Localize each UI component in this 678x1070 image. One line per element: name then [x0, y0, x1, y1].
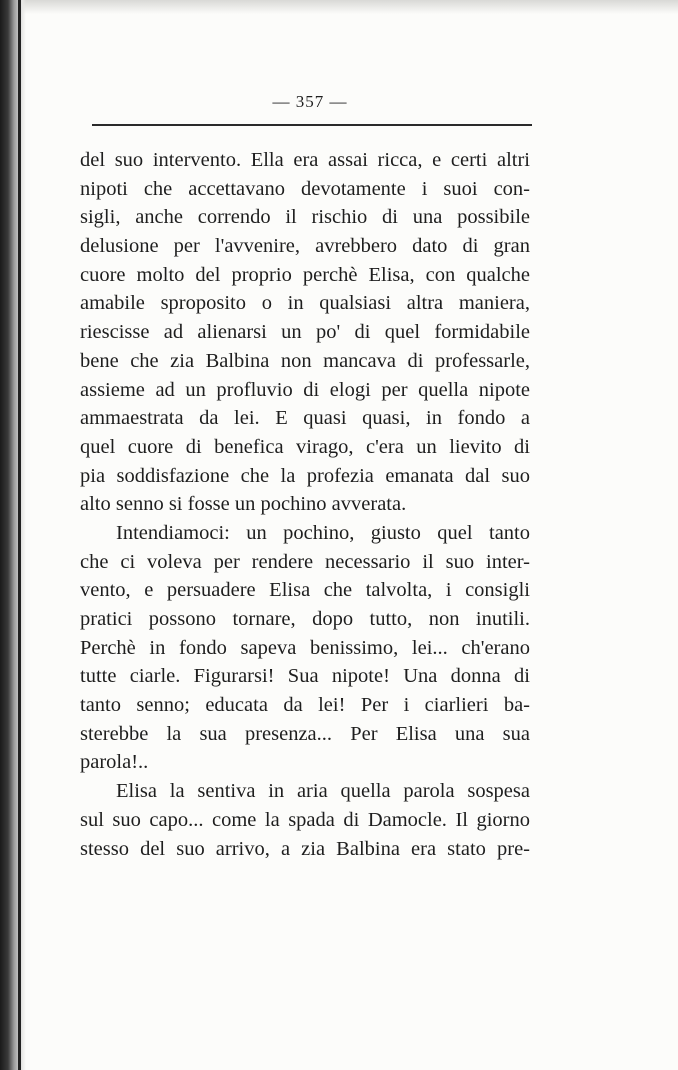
text-line: riescisse ad alienarsi un po' di quel formidabile — [80, 321, 530, 344]
text-line: Perchè in fondo sapeva benissimo, lei... ch'erano — [80, 636, 530, 659]
text-line: che ci voleva per rendere necessario il suo inter- — [80, 550, 530, 573]
text-line: sul suo capo... come la spada di Damocle. Il giorno — [80, 808, 530, 831]
text-line: assieme ad un profluvio di elogi per quella nipote — [80, 378, 530, 401]
text-line: bene che zia Balbina non mancava di professarle, — [80, 349, 530, 372]
text-line: tutte ciarle. Figurarsi! Sua nipote! Una donna di — [80, 665, 530, 688]
binding-gutter — [0, 0, 26, 1070]
page-number: — 357 — — [272, 92, 348, 111]
text-line: vento, e persuadere Elisa che talvolta, i consigli — [80, 579, 530, 602]
text-line: cuore molto del proprio perchè Elisa, con qualche — [80, 263, 530, 286]
text-line: Intendiamoci: un pochino, giusto quel tanto — [116, 521, 530, 544]
paragraph-3 — [80, 777, 530, 863]
text-line: tanto senno; educata da lei! Per i ciarlieri ba- — [80, 694, 530, 717]
paragraph-2 — [80, 519, 530, 777]
text-line: nipoti che accettavano devotamente i suoi con- — [80, 177, 530, 200]
text-line: alto senno si fosse un pochino avverata. — [80, 493, 407, 516]
text-line: delusione per l'avvenire, avrebbero dato di gran — [80, 235, 530, 258]
text-line: sterebbe la sua presenza... Per Elisa una sua — [80, 722, 530, 745]
text-line: stesso del suo arrivo, a zia Balbina era stato pre- — [80, 837, 530, 860]
body-text — [80, 146, 530, 863]
text-line: amabile sproposito o in qualsiasi altra maniera, — [80, 292, 530, 315]
text-line: del suo intervento. Ella era assai ricca, e certi altri — [80, 149, 530, 171]
text-line: parola!.. — [80, 751, 149, 774]
text-line: ammaestrata da lei. E quasi quasi, in fondo a — [80, 407, 530, 430]
page-top-edge — [0, 0, 678, 14]
text-line: pia soddisfazione che la profezia emanata dal suo — [80, 464, 530, 487]
text-line: Elisa la sentiva in aria quella parola sospesa — [116, 780, 530, 803]
binding-edge-line — [18, 0, 21, 1070]
header-rule — [92, 124, 532, 126]
text-line: pratici possono tornare, dopo tutto, non inutili. — [80, 608, 530, 630]
paragraph-1 — [80, 146, 530, 519]
text-line: sigli, anche correndo il rischio di una possibile — [80, 206, 530, 229]
text-line: quel cuore di benefica virago, c'era un lievito di — [80, 435, 530, 458]
